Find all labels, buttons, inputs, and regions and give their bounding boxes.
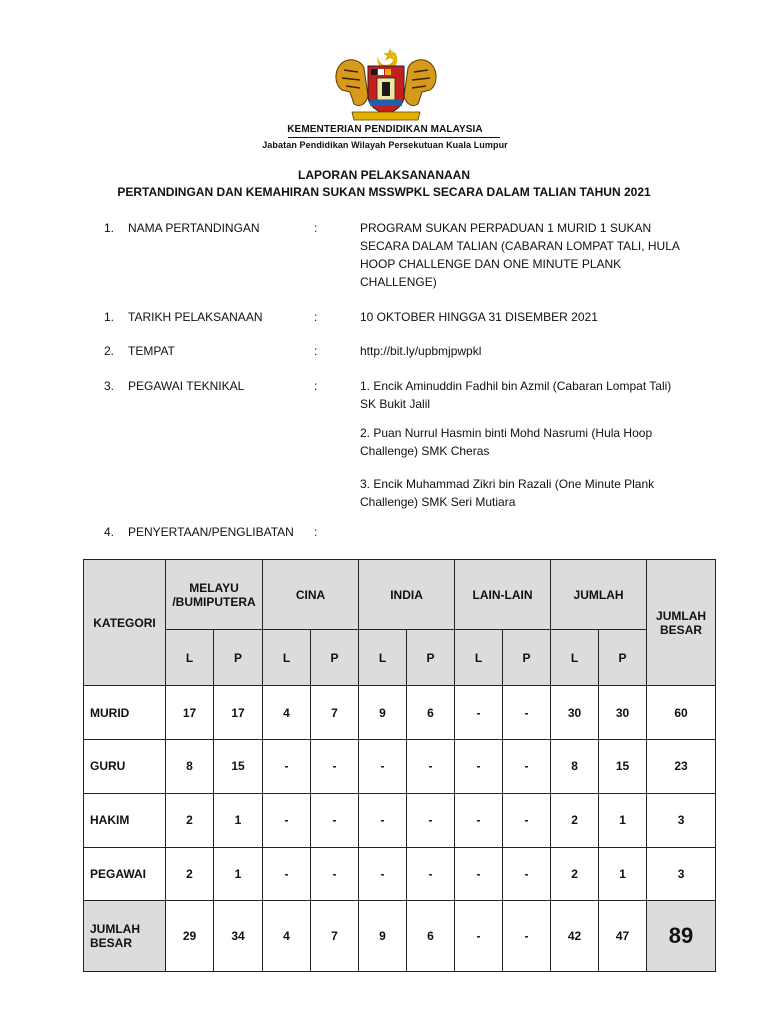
field-label-place: TEMPAT xyxy=(128,344,175,358)
table-cell: 1 xyxy=(599,847,647,900)
header-sub-l: L xyxy=(359,630,407,686)
table-cell: 8 xyxy=(551,740,599,793)
table-cell: - xyxy=(455,686,503,740)
table-cell: 15 xyxy=(214,740,263,793)
header-sub-p: P xyxy=(407,630,455,686)
table-cell: 29 xyxy=(166,900,214,971)
row-label: JUMLAH BESAR xyxy=(84,900,166,971)
header-group: LAIN-LAIN xyxy=(455,560,551,630)
grand-total-cell: 60 xyxy=(647,686,716,740)
field-value-date: 10 OKTOBER HINGGA 31 DISEMBER 2021 xyxy=(360,310,598,324)
table-cell: 15 xyxy=(599,740,647,793)
value-line: HOOP CHALLENGE DAN ONE MINUTE PLANK xyxy=(360,257,622,271)
ministry-header xyxy=(260,124,510,150)
table-cell: - xyxy=(263,740,311,793)
header-group: JUMLAH xyxy=(551,560,647,630)
table-cell: 9 xyxy=(359,686,407,740)
table-cell: - xyxy=(455,793,503,847)
header-sub-p: P xyxy=(311,630,359,686)
value-line: SECARA DALAM TALIAN (CABARAN LOMPAT TALI, HULA xyxy=(360,239,680,253)
ministry-name: KEMENTERIAN PENDIDIKAN MALAYSIA xyxy=(287,124,483,135)
table-cell: - xyxy=(455,900,503,971)
header-kategori: KATEGORI xyxy=(84,560,166,686)
header-sub-p: P xyxy=(599,630,647,686)
report-subtitle: PERTANDINGAN DAN KEMAHIRAN SUKAN MSSWPKL SECARA DALAM TALIAN TAHUN 2021 xyxy=(117,185,651,199)
officer-line: Challenge) SMK Cheras xyxy=(360,444,490,458)
row-label: GURU xyxy=(84,740,166,793)
field-value-name xyxy=(360,219,680,291)
table-cell: - xyxy=(359,793,407,847)
table-cell: 30 xyxy=(599,686,647,740)
table-cell: 7 xyxy=(311,686,359,740)
table-cell: - xyxy=(503,900,551,971)
field-number: 4. xyxy=(104,525,115,539)
grand-total-cell: 3 xyxy=(647,793,716,847)
report-title: LAPORAN PELAKSANANAAN xyxy=(297,168,470,182)
header-sub-l: L xyxy=(263,630,311,686)
header-group: INDIA xyxy=(359,560,455,630)
table-cell: - xyxy=(455,740,503,793)
table-cell: 4 xyxy=(263,900,311,971)
field-colon: : xyxy=(314,344,318,358)
table-cell: - xyxy=(503,686,551,740)
field-number: 2. xyxy=(104,344,115,358)
field-colon: : xyxy=(314,310,318,324)
field-label-participation: PENYERTAAN/PENGLIBATAN xyxy=(128,525,294,539)
table-cell: 47 xyxy=(599,900,647,971)
table-cell: 2 xyxy=(551,847,599,900)
table-row xyxy=(84,686,716,740)
field-number: 3. xyxy=(104,379,115,393)
field-colon: : xyxy=(314,525,318,539)
header-sub-l: L xyxy=(551,630,599,686)
table-cell: - xyxy=(311,793,359,847)
header-group: MELAYU /BUMIPUTERA xyxy=(166,560,263,630)
field-label-date: TARIKH PELAKSANAAN xyxy=(128,310,263,324)
grand-total-cell: 23 xyxy=(647,740,716,793)
field-number: 1. xyxy=(104,221,115,235)
table-row xyxy=(84,900,716,971)
table-cell: - xyxy=(359,740,407,793)
table-cell: - xyxy=(407,847,455,900)
header-grand-total: JUMLAH BESAR xyxy=(647,560,716,686)
officer-line: Challenge) SMK Seri Mutiara xyxy=(360,495,516,509)
department-name: Jabatan Pendidikan Wilayah Persekutuan Kuala Lumpur xyxy=(262,140,508,150)
table-cell: - xyxy=(455,847,503,900)
field-label-officers: PEGAWAI TEKNIKAL xyxy=(128,379,245,393)
officer-line: 1. Encik Aminuddin Fadhil bin Azmil (Cabaran Lompat Tali) xyxy=(360,379,672,393)
table-cell: 6 xyxy=(407,686,455,740)
table-cell: - xyxy=(359,847,407,900)
table-cell: 2 xyxy=(551,793,599,847)
grand-total-cell: 3 xyxy=(647,847,716,900)
officer-item xyxy=(360,377,680,413)
value-line: PROGRAM SUKAN PERPADUAN 1 MURID 1 SUKAN xyxy=(360,221,652,235)
table-cell: 17 xyxy=(166,686,214,740)
table-cell: - xyxy=(407,740,455,793)
table-cell: 1 xyxy=(214,793,263,847)
table-cell: 30 xyxy=(551,686,599,740)
table-cell: - xyxy=(503,740,551,793)
header-sub-l: L xyxy=(455,630,503,686)
table-cell: 8 xyxy=(166,740,214,793)
officer-item xyxy=(360,424,680,460)
table-cell: - xyxy=(263,793,311,847)
header-divider xyxy=(288,137,500,138)
table-cell: 1 xyxy=(214,847,263,900)
row-label: HAKIM xyxy=(84,793,166,847)
table-cell: - xyxy=(503,847,551,900)
officer-line: 3. Encik Muhammad Zikri bin Razali (One Minute Plank xyxy=(360,477,655,491)
table-cell: 9 xyxy=(359,900,407,971)
table-cell: 4 xyxy=(263,686,311,740)
value-line: CHALLENGE) xyxy=(360,275,437,289)
grand-total-cell: 89 xyxy=(647,900,716,971)
header-group: CINA xyxy=(263,560,359,630)
table-cell: - xyxy=(407,793,455,847)
table-row xyxy=(84,740,716,793)
officer-line: 2. Puan Nurrul Hasmin binti Mohd Nasrumi (Hula Hoop xyxy=(360,426,653,440)
table-row xyxy=(84,793,716,847)
field-colon: : xyxy=(314,379,318,393)
row-label: PEGAWAI xyxy=(84,847,166,900)
header-sub-p: P xyxy=(503,630,551,686)
field-colon: : xyxy=(314,221,318,235)
header-sub-p: P xyxy=(214,630,263,686)
table-cell: 34 xyxy=(214,900,263,971)
table-cell: 7 xyxy=(311,900,359,971)
table-cell: 6 xyxy=(407,900,455,971)
officer-line: SK Bukit Jalil xyxy=(360,397,431,411)
coat-of-arms-icon xyxy=(330,46,442,122)
table-cell: - xyxy=(503,793,551,847)
venue-link[interactable]: http://bit.ly/upbmjpwpkl xyxy=(360,344,482,358)
table-cell: - xyxy=(263,847,311,900)
table-cell: 1 xyxy=(599,793,647,847)
table-cell: 17 xyxy=(214,686,263,740)
table-row xyxy=(84,847,716,900)
participation-table xyxy=(83,559,716,972)
table-cell: - xyxy=(311,740,359,793)
table-cell: 2 xyxy=(166,847,214,900)
row-label: MURID xyxy=(84,686,166,740)
field-number: 1. xyxy=(104,310,115,324)
header-sub-l: L xyxy=(166,630,214,686)
table-cell: 42 xyxy=(551,900,599,971)
field-label-name: NAMA PERTANDINGAN xyxy=(128,221,260,235)
table-cell: 2 xyxy=(166,793,214,847)
officer-item xyxy=(360,475,680,511)
table-cell: - xyxy=(311,847,359,900)
